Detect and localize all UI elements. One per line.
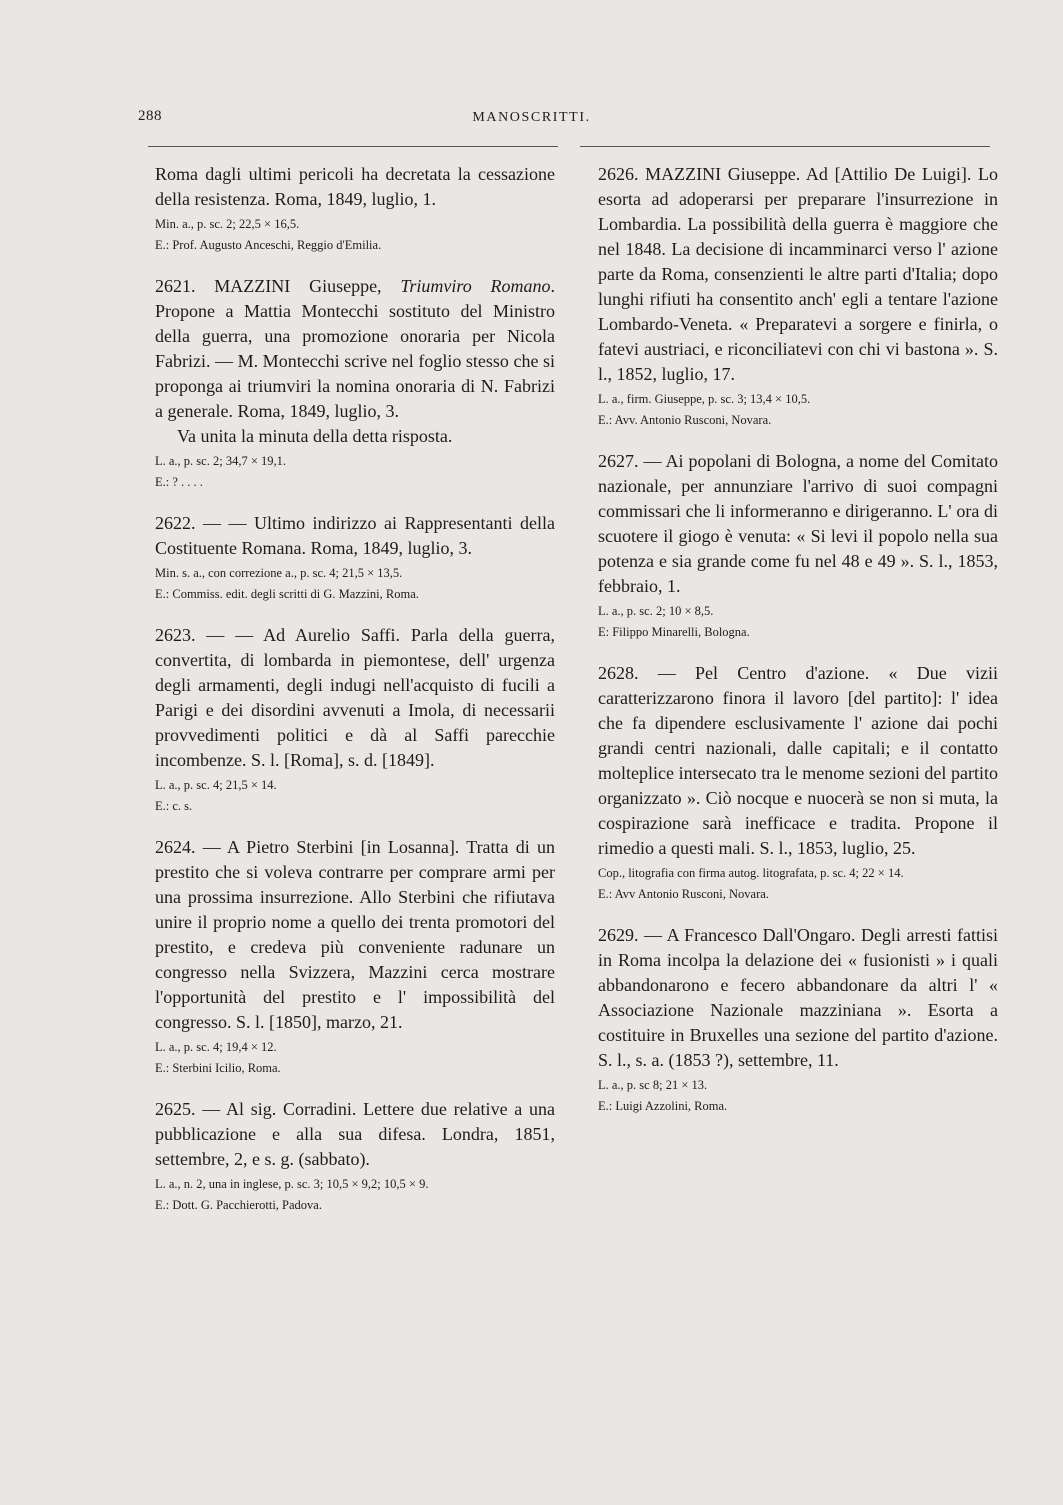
header-rule-left	[148, 146, 558, 147]
entry-description: Cop., litografia con firma autog. litografata, p. sc. 4; 22 × 14.	[598, 866, 904, 880]
entry-2626	[598, 162, 998, 429]
entry-2622	[155, 511, 555, 603]
entry-owner: E.: Prof. Augusto Anceschi, Reggio d'Emilia.	[155, 238, 382, 252]
entry-2621	[155, 274, 555, 491]
entry-text	[155, 274, 555, 424]
entry-description: L. a., p. sc 8; 21 × 13.	[598, 1078, 708, 1092]
entry-description: L. a., p. sc. 4; 19,4 × 12.	[155, 1040, 277, 1054]
entry-description: Min. a., p. sc. 2; 22,5 × 16,5.	[155, 217, 300, 231]
entry-2628	[598, 661, 998, 903]
left-column	[155, 162, 555, 1214]
entry-owner: E.: Commiss. edit. degli scritti di G. Mazzini, Roma.	[155, 587, 419, 601]
entry-description: L. a., p. sc. 4; 21,5 × 14.	[155, 778, 277, 792]
entry-title: Triumviro Romano	[400, 276, 551, 296]
entry-text: 2624. — A Pietro Sterbini [in Losanna]. Tratta di un prestito che si voleva contrarre per comprare armi per una prossima insurrezione. Allo Sterbini che rifiutava unire il proprio nome a quello dei trenta promotori del prestito, e credeva più conveniente radunare un congresso nella Svizzera, Mazzini cerca mostrare l'opportunità del prestito e l' impossibilità del congresso. S. l. [1850], marzo, 21.	[155, 837, 555, 1032]
entry-2623	[155, 623, 555, 815]
entry-text: 2627. — Ai popolani di Bologna, a nome del Comitato nazionale, per annunziare l'arrivo di suoi compagni commissari che li informeranno e dirigeranno. L' ora di scuotere il giogo è venuta: « Si levi il popolo nella sua potenza e sia grande come fu nel 48 e 49 ». S. l., 1853, febbraio, 1.	[598, 451, 998, 596]
entry-description: Min. s. a., con correzione a., p. sc. 4; 21,5 × 13,5.	[155, 566, 403, 580]
entry-text: 2626. MAZZINI Giuseppe. Ad [Attilio De Luigi]. Lo esorta ad adoperarsi per preparare l'insurrezione in Lombardia. La possibilità della guerra è maggiore che nel 1848. La decisione di incamminarci verso l' azione parte da Roma, consenzienti le altre parti d'Italia; dopo lunghi rifiuti ha consentito anch' egli a tentare l'azione Lombardo-Veneta. « Preparatevi a sorgere e finirla, o fatevi austriaci, e riconciliatevi con chi vi bastona ». S. l., 1852, luglio, 17.	[598, 164, 998, 384]
page-number: 288	[138, 108, 162, 124]
entry-owner: E.: Luigi Azzolini, Roma.	[598, 1099, 728, 1113]
entry-continuation	[155, 162, 555, 254]
entry-2629	[598, 923, 998, 1115]
entry-text: 2625. — Al sig. Corradini. Lettere due relative a una pubblicazione e alla sua difesa. Londra, 1851, settembre, 2, e s. g. (sabbato).	[155, 1099, 555, 1169]
entry-text: 2623. — — Ad Aurelio Saffi. Parla della guerra, convertita, di lombarda in piemontese, dell' urgenza degli armamenti, degli indugi nell'acquisto di fucili a Parigi e dei disordini avvenuti a Imola, di necessarii provvedimenti politici e dà al Saffi parecchie incombenze. S. l. [Roma], s. d. [1849].	[155, 625, 555, 770]
entry-owner: E.: ? . . . .	[155, 475, 203, 489]
running-head: MANOSCRITTI.	[472, 110, 591, 125]
entry-note: Va unita la minuta della detta risposta.	[177, 426, 453, 446]
entry-text: 2628. — Pel Centro d'azione. « Due vizii caratterizzarono finora il lavoro [del partito]: l' idea che fa dipendere esclusivamente l' azione dai pochi grandi centri nazionali, dalle capitali; e il contatto molteplice intersecato tra le menome sezioni del partito organizzato ». Ciò nocque e nuocerà se non si muta, la cospirazione sarà inefficace e tradita. Propone il rimedio a questi mali. S. l., 1853, luglio, 25.	[598, 663, 998, 858]
entry-2625	[155, 1097, 555, 1214]
entry-owner: E.: Sterbini Icilio, Roma.	[155, 1061, 281, 1075]
entry-description: L. a., firm. Giuseppe, p. sc. 3; 13,4 × 10,5.	[598, 392, 811, 406]
entry-text: 2629. — A Francesco Dall'Ongaro. Degli arresti fattisi in Roma incolpa la delazione dei « fusionisti » i quali abbandonarono e fecero abbandonare da altri l' « Associazione Nazionale mazziniana ». Esorta a costituire in Bruxelles una sezione del partito d'azione. S. l., s. a. (1853 ?), settembre, 11.	[598, 925, 998, 1070]
header-rule-right	[580, 146, 990, 147]
entry-text: Roma dagli ultimi pericoli ha decretata la cessazione della resistenza. Roma, 1849, luglio, 1.	[155, 164, 555, 209]
entry-description: L. a., n. 2, una in inglese, p. sc. 3; 10,5 × 9,2; 10,5 × 9.	[155, 1177, 429, 1191]
entry-owner: E.: Avv. Antonio Rusconi, Novara.	[598, 413, 772, 427]
entry-2624	[155, 835, 555, 1077]
entry-lead: 2621. MAZZINI Giuseppe,	[155, 276, 401, 296]
entry-body: . Propone a Mattia Montecchi sostituto del Ministro della guerra, una promozione onoraria per Nicola Fabrizi. — M. Montecchi scrive nel foglio stesso che si proponga ai triumviri la nomina onoraria di N. Fabrizi a generale. Roma, 1849, luglio, 3.	[155, 276, 555, 421]
entry-owner: E.: Avv Antonio Rusconi, Novara.	[598, 887, 769, 901]
entry-description: L. a., p. sc. 2; 34,7 × 19,1.	[155, 454, 286, 468]
entry-owner: E: Filippo Minarelli, Bologna.	[598, 625, 750, 639]
entry-2627	[598, 449, 998, 641]
entry-text: 2622. — — Ultimo indirizzo ai Rappresentanti della Costituente Romana. Roma, 1849, luglio, 3.	[155, 513, 555, 558]
entry-owner: E.: Dott. G. Pacchierotti, Padova.	[155, 1198, 322, 1212]
right-column	[598, 162, 998, 1115]
entry-description: L. a., p. sc. 2; 10 × 8,5.	[598, 604, 714, 618]
entry-owner: E.: c. s.	[155, 799, 193, 813]
